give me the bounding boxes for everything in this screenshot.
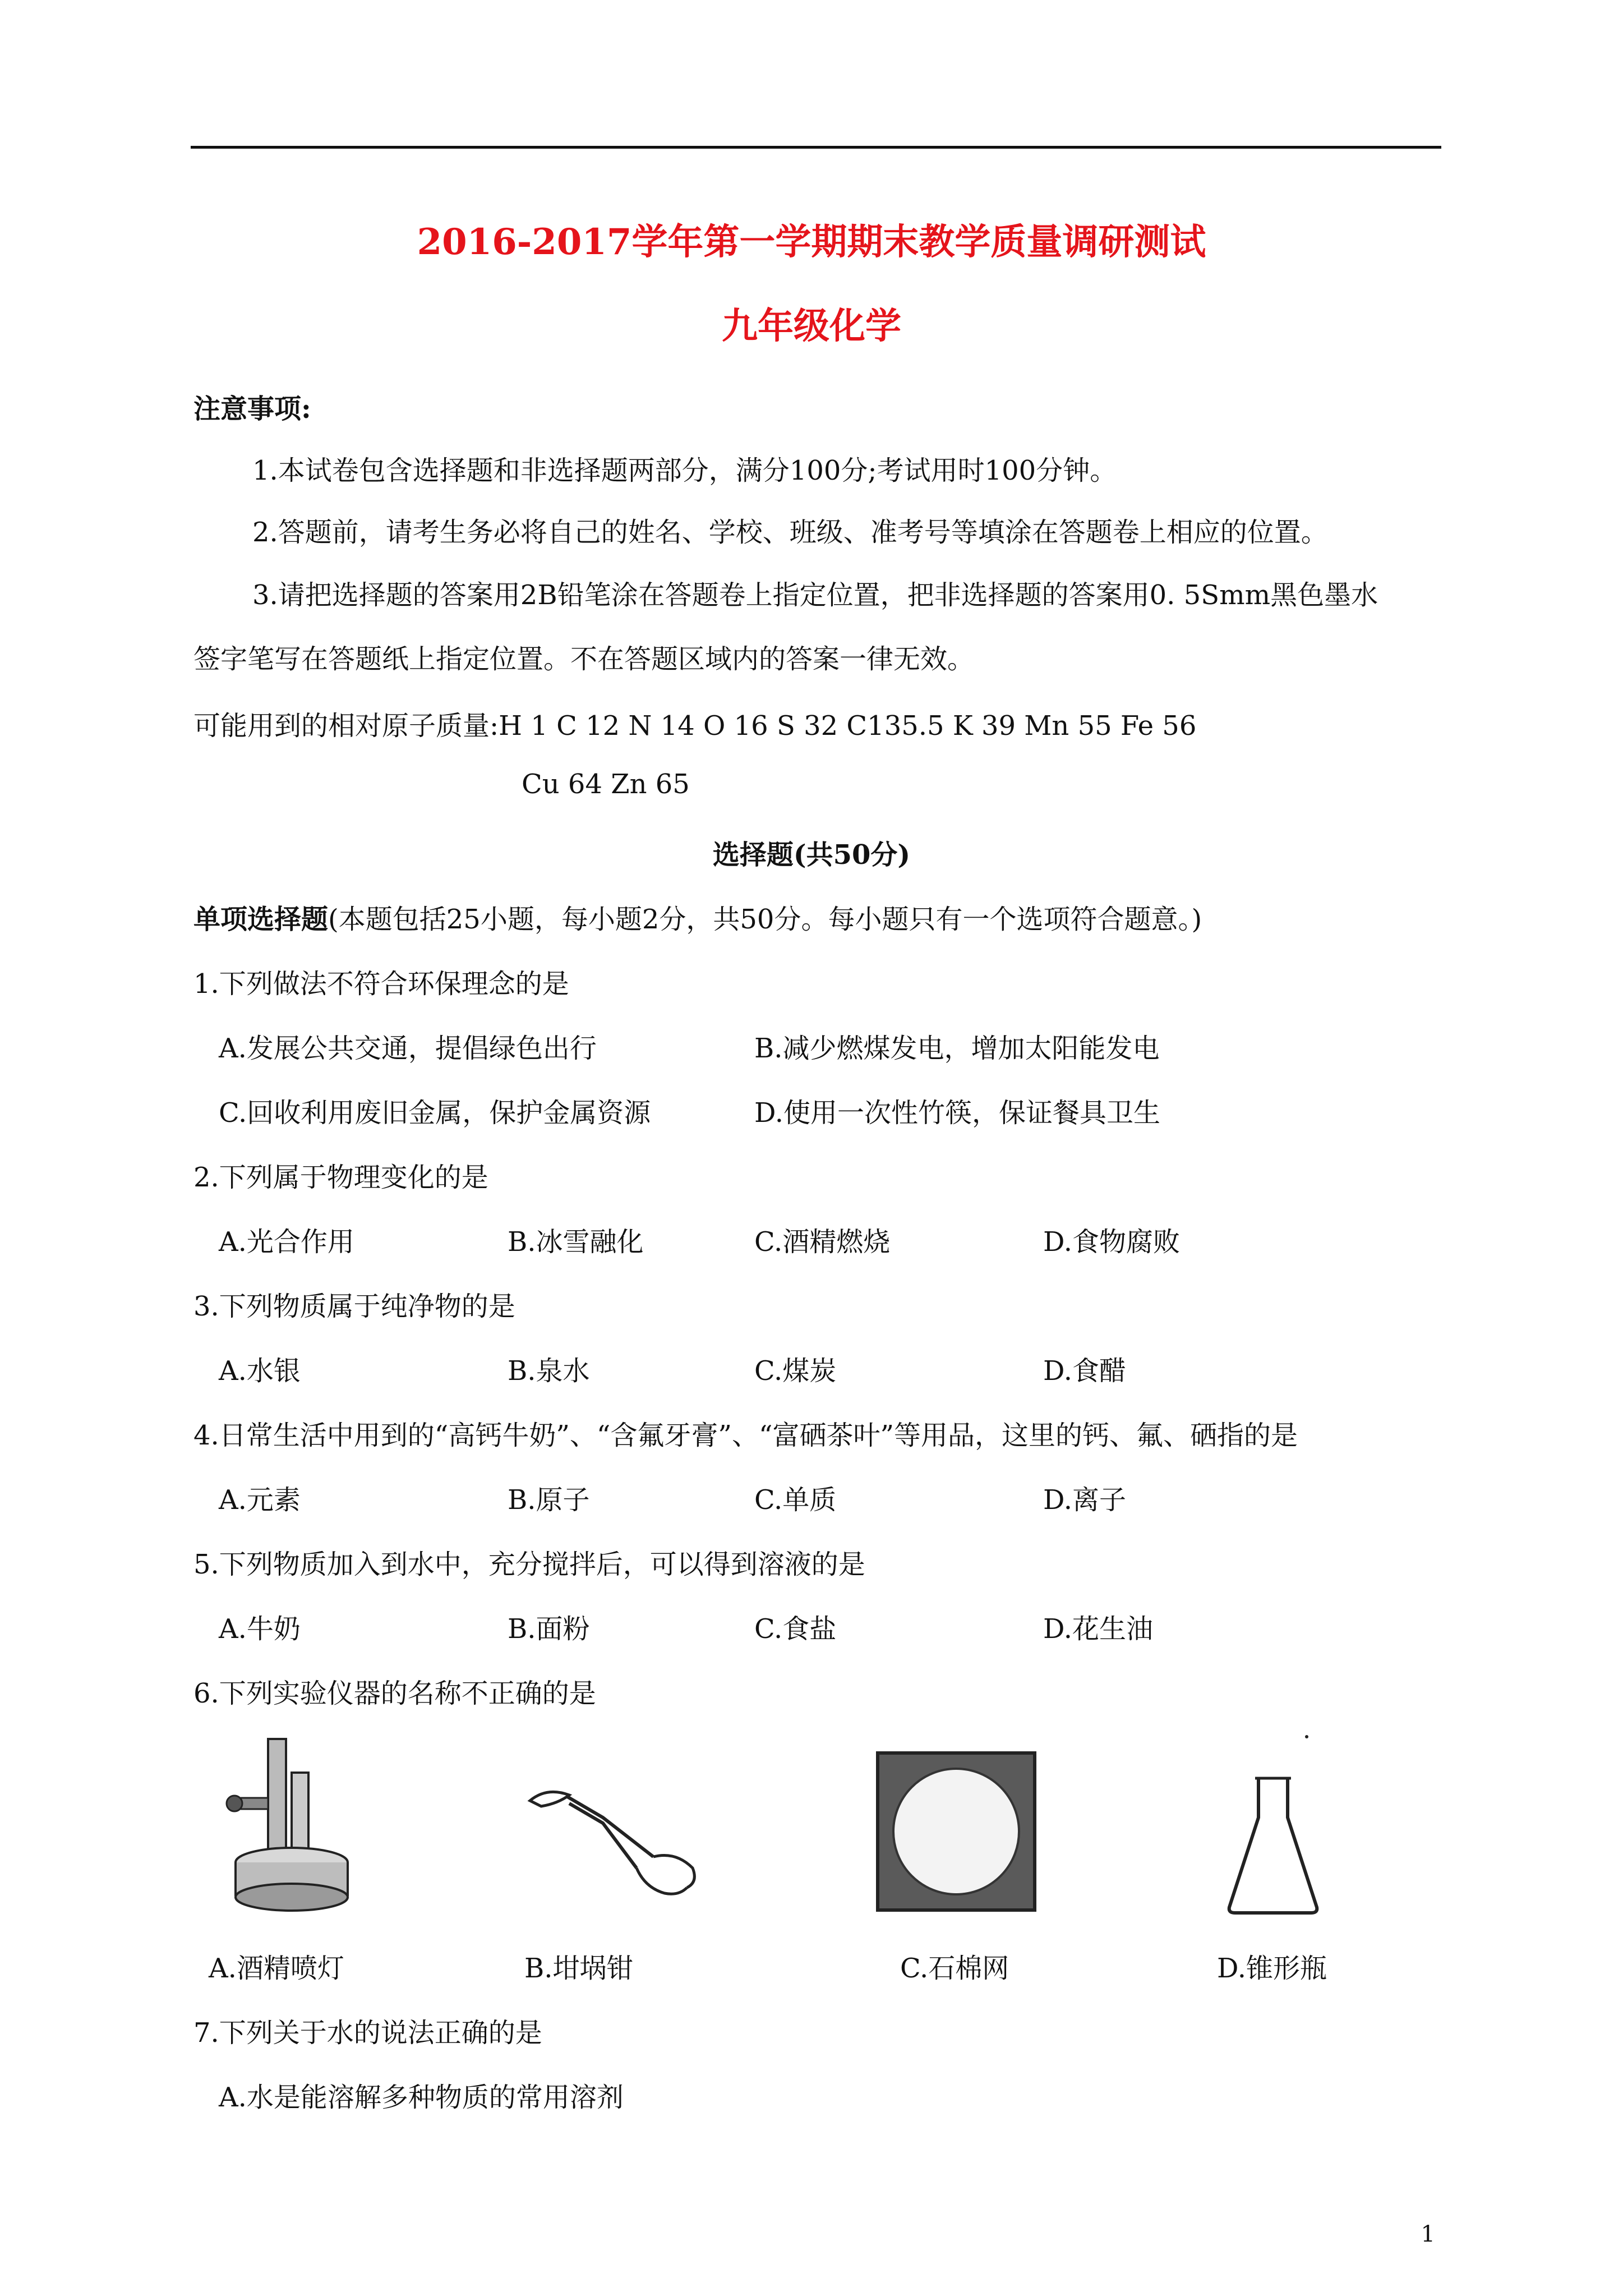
option-c: C.回收利用废旧金属，保护金属资源 bbox=[219, 1097, 651, 1129]
option-c: C.煤炭 bbox=[754, 1355, 837, 1387]
atomic-mass-line: 可能用到的相对原子质量:H 1 C 12 N 14 O 16 S 32 C135.5 K 39 Mn 55 Fe 56 bbox=[193, 710, 1197, 742]
option-a: A.水是能溶解多种物质的常用溶剂 bbox=[219, 2082, 624, 2113]
exam-subtitle: 九年级化学 bbox=[722, 305, 901, 347]
option-c: C.酒精燃烧 bbox=[754, 1226, 891, 1258]
option-c: C.单质 bbox=[754, 1484, 837, 1516]
notice-item: 2.答题前，请考生务必将自己的姓名、学校、班级、准考号等填涂在答题卷上相应的位置。 bbox=[252, 517, 1328, 548]
question-stem: 3.下列物质属于纯净物的是 bbox=[193, 1291, 515, 1322]
option-b: B.减少燃煤发电，增加太阳能发电 bbox=[754, 1033, 1160, 1064]
page-number: 1 bbox=[1421, 2221, 1435, 2247]
question-stem: 7.下列关于水的说法正确的是 bbox=[193, 2017, 542, 2049]
option-d: D.食物腐败 bbox=[1043, 1226, 1181, 1258]
option-d: D.食醋 bbox=[1043, 1355, 1127, 1387]
option-d: D.使用一次性竹筷，保证餐具卫生 bbox=[754, 1097, 1161, 1129]
option-b: B.冰雪融化 bbox=[508, 1226, 644, 1258]
option-b: B.原子 bbox=[508, 1484, 590, 1516]
top-rule bbox=[191, 146, 1441, 149]
option-d: D.离子 bbox=[1043, 1484, 1127, 1516]
question-stem: 4.日常生活中用到的“高钙牛奶”、“含氟牙膏”、“富硒茶叶”等用品，这里的钙、氟、硒指的是 bbox=[193, 1420, 1298, 1451]
figure-caption-c: C.石棉网 bbox=[900, 1953, 1009, 1984]
option-d: D.花生油 bbox=[1043, 1613, 1154, 1645]
section-instruction bbox=[193, 898, 1202, 936]
instruction-text: (本题包括25小题，每小题2分，共50分。每小题只有一个选项符合题意。) bbox=[328, 904, 1202, 935]
question-stem: 5.下列物质加入到水中，充分搅拌后，可以得到溶液的是 bbox=[193, 1549, 865, 1580]
question-stem: 2.下列属于物理变化的是 bbox=[193, 1162, 488, 1193]
figure-caption-a: A.酒精喷灯 bbox=[209, 1953, 344, 1984]
option-a: A.发展公共交通，提倡绿色出行 bbox=[219, 1033, 597, 1064]
notice-item: 3.请把选择题的答案用2B铅笔涂在答题卷上指定位置，把非选择题的答案用0. 5Smm黑色墨水 bbox=[252, 579, 1378, 611]
option-a: A.水银 bbox=[219, 1355, 301, 1387]
option-b: B.泉水 bbox=[508, 1355, 590, 1387]
exam-title: 2016-2017学年第一学期期末教学质量调研测试 bbox=[417, 221, 1206, 263]
question-stem: 1.下列做法不符合环保理念的是 bbox=[193, 968, 569, 1000]
option-a: A.元素 bbox=[219, 1484, 301, 1516]
crucible-tongs-figure bbox=[524, 1784, 709, 1907]
notice-item: 1.本试卷包含选择题和非选择题两部分，满分100分;考试用时100分钟。 bbox=[252, 455, 1117, 486]
notice-heading: 注意事项: bbox=[193, 393, 311, 425]
option-a: A.牛奶 bbox=[219, 1613, 301, 1645]
option-b: B.面粉 bbox=[508, 1613, 590, 1645]
section-title: 选择题(共50分) bbox=[712, 839, 911, 871]
instruction-label: 单项选择题 bbox=[193, 904, 329, 935]
conical-flask-figure bbox=[1223, 1733, 1324, 1918]
atomic-mass-line: Cu 64 Zn 65 bbox=[522, 769, 690, 800]
figure-caption-d: D.锥形瓶 bbox=[1217, 1953, 1327, 1984]
asbestos-gauze-figure bbox=[875, 1750, 1038, 1913]
alcohol-burner-figure bbox=[224, 1733, 359, 1918]
option-c: C.食盐 bbox=[754, 1613, 837, 1645]
option-a: A.光合作用 bbox=[219, 1226, 354, 1258]
question-stem: 6.下列实验仪器的名称不正确的是 bbox=[193, 1678, 596, 1709]
notice-item: 签字笔写在答题纸上指定位置。不在答题区域内的答案一律无效。 bbox=[193, 643, 975, 675]
figure-caption-b: B.坩埚钳 bbox=[524, 1953, 634, 1984]
